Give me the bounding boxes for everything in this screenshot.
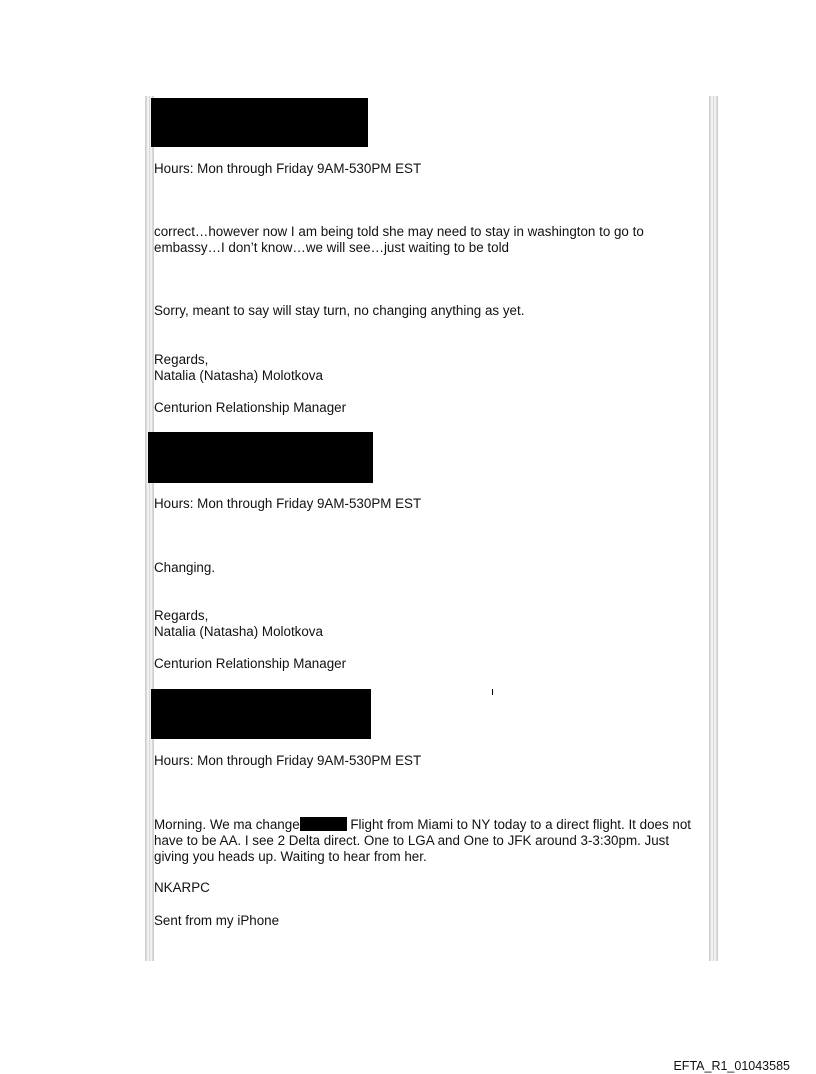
right-page-border xyxy=(709,96,718,961)
message-body: Sorry, meant to say will stay turn, no changing anything as yet. xyxy=(154,303,525,318)
inline-redaction-box xyxy=(300,817,347,831)
hours-text: Hours: Mon through Friday 9AM-530PM EST xyxy=(154,161,422,176)
message-text-part: Flight from Miami to NY today to a direct flight. It does not have to be AA. I see 2 Delta direct. One to LGA and One to JFK around 3-3:30pm. Just giving you heads up. Waiting to hear from her. xyxy=(154,817,691,864)
hours-text: Hours: Mon through Friday 9AM-530PM EST xyxy=(154,753,422,768)
message-body: correct…however now I am being told she may need to stay in washington to go to embassy…I don’t know…we will see…just waiting to be told xyxy=(154,224,644,255)
sender-title: Centurion Relationship Manager xyxy=(154,400,347,415)
sender-name: Natalia (Natasha) Molotkova xyxy=(154,368,323,383)
regards-text: Regards, xyxy=(154,608,209,623)
message-body: Changing. xyxy=(154,560,216,575)
regards-text: Regards, xyxy=(154,352,209,367)
sender-title: Centurion Relationship Manager xyxy=(154,656,347,671)
left-page-border xyxy=(145,96,154,961)
hours-text: Hours: Mon through Friday 9AM-530PM EST xyxy=(154,496,422,511)
message-text-part: Morning. We ma change xyxy=(154,817,300,832)
sent-from-text: Sent from my iPhone xyxy=(154,913,280,928)
redaction-box xyxy=(148,432,373,483)
redaction-box xyxy=(151,98,368,147)
sender-name: Natalia (Natasha) Molotkova xyxy=(154,624,323,639)
sender-code: NKARPC xyxy=(154,880,210,895)
stray-mark xyxy=(492,689,493,695)
message-body xyxy=(154,817,699,865)
document-id: EFTA_R1_01043585 xyxy=(673,1059,790,1073)
redaction-box xyxy=(151,689,371,739)
